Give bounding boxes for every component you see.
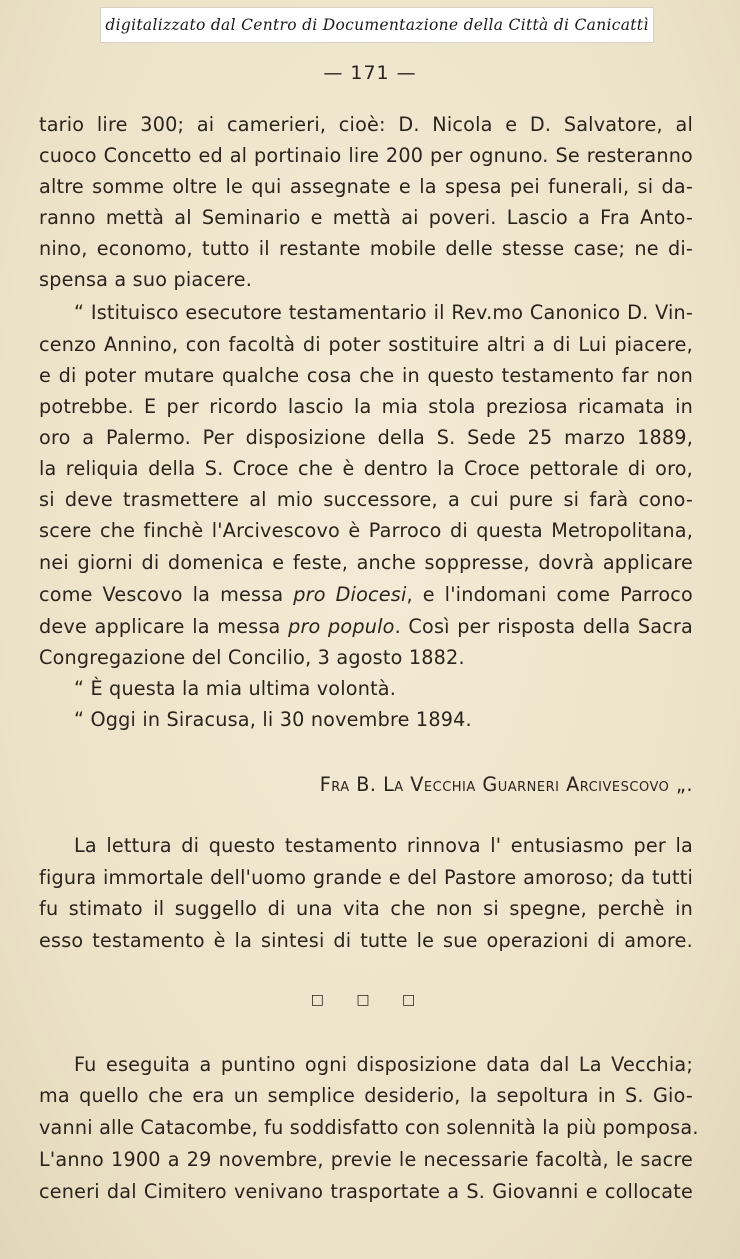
text-line: spensa a suo piacere. (39, 268, 253, 291)
signature-line: Fra B. La Vecchia Guarneri Arcivescovo „. (319, 773, 693, 796)
text-line: figura immortale dell'uomo grande e del Pastore amoroso; da tutti (39, 866, 693, 889)
section-separator: □ □ □ (310, 992, 430, 1008)
text-line: ranno mettà al Seminario e mettà ai poveri. Lascio a Fra Anto- (39, 206, 693, 229)
digitization-watermark: digitalizzato dal Centro di Documentazione della Città di Canicattì (100, 7, 654, 43)
page-number: — 171 — (323, 62, 417, 84)
text-line: L'anno 1900 a 29 novembre, previe le necessarie facoltà, le sacre (39, 1148, 693, 1171)
text-line: come Vescovo la messa pro Diocesi, e l'indomani come Parroco (39, 583, 693, 606)
text-line: altre somme oltre le qui assegnate e la spesa pei funerali, si da- (39, 175, 693, 198)
text-line: Congregazione del Concilio, 3 agosto 1882. (39, 646, 465, 669)
text-line: si deve trasmettere al mio successore, a cui pure si farà cono- (39, 488, 693, 511)
text-line: esso testamento è la sintesi di tutte le sue operazioni di amore. (39, 929, 693, 952)
text-line: ceneri dal Cimitero venivano trasportate a S. Giovanni e collocate (39, 1180, 693, 1203)
text-line: nino, economo, tutto il restante mobile delle stesse case; ne di- (39, 237, 693, 260)
text-line: e di poter mutare qualche cosa che in questo testamento far non (39, 364, 693, 387)
text-line: tario lire 300; ai camerieri, cioè: D. Nicola e D. Salvatore, al (39, 113, 693, 136)
text-line: fu stimato il suggello di una vita che non si spegne, perchè in (39, 897, 693, 920)
text-line: cenzo Annino, con facoltà di poter sostituire altri a di Lui piacere, (39, 333, 693, 356)
text-line: nei giorni di domenica e feste, anche soppresse, dovrà applicare (39, 551, 693, 574)
text-line: “ È questa la mia ultima volontà. (74, 677, 397, 700)
text-line: “ Oggi in Siracusa, li 30 novembre 1894. (74, 708, 472, 731)
text-line: scere che finchè l'Arcivescovo è Parroco di questa Metropolitana, (39, 519, 693, 542)
text-line: potrebbe. E per ricordo lascio la mia stola preziosa ricamata in (39, 395, 693, 418)
text-line: la reliquia della S. Croce che è dentro la Croce pettorale di oro, (39, 457, 693, 480)
text-line: vanni alle Catacombe, fu soddisfatto con solennità la più pomposa. (39, 1116, 699, 1139)
text-line: oro a Palermo. Per disposizione della S. Sede 25 marzo 1889, (39, 426, 693, 449)
text-line: cuoco Concetto ed al portinaio lire 200 per ognuno. Se resteranno (39, 144, 693, 167)
text-line: deve applicare la messa pro populo. Così per risposta della Sacra (39, 615, 693, 638)
text-line: Fu eseguita a puntino ogni disposizione data dal La Vecchia; (74, 1053, 693, 1076)
text-line: “ Istituisco esecutore testamentario il Rev.mo Canonico D. Vin- (74, 301, 693, 324)
text-line: ma quello che era un semplice desiderio, la sepoltura in S. Gio- (39, 1084, 693, 1107)
text-line: La lettura di questo testamento rinnova l' entusiasmo per la (74, 834, 693, 857)
